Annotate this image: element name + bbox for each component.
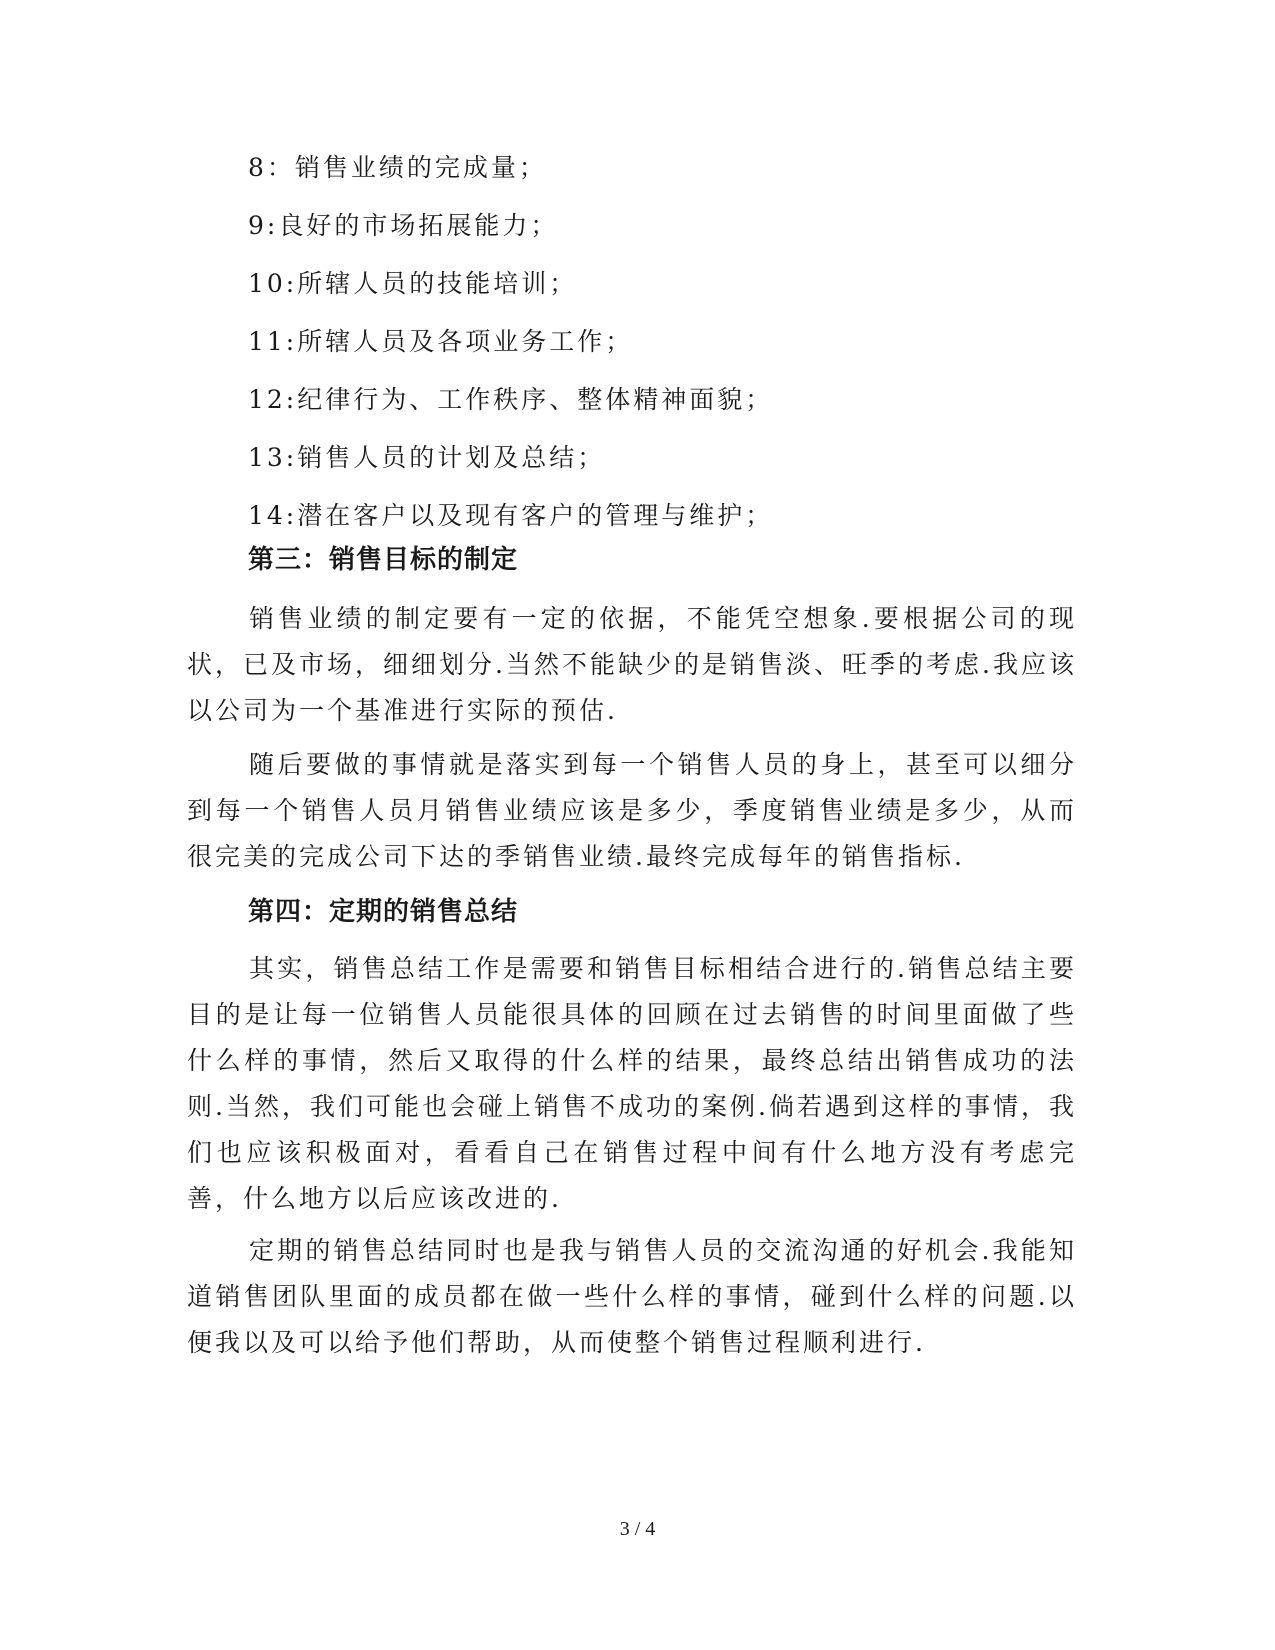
section-4-paragraph-1: 其实，销售总结工作是需要和销售目标相结合进行的.销售总结主要目的是让每一位销售人员能很具体的回顾在过去销售的时间里面做了些什么样的事情，然后又取得的什么样的结果，最终总结出销售成功的法则.当然，我们可能也会碰上销售不成功的案例.倘若遇到这样的事情，我们也应该积极面对，看看自己在销售过程中间有什么地方没有考虑完善，什么地方以后应该改进的. xyxy=(187,954,1077,1213)
section-3-paragraph-2: 随后要做的事情就是落实到每一个销售人员的身上，甚至可以细分到每一个销售人员月销售业绩应该是多少，季度销售业绩是多少，从而很完美的完成公司下达的季销售业绩.最终完成每年的销售指标. xyxy=(187,750,1077,871)
list-item: 11:所辖人员及各项业务工作； xyxy=(248,327,634,356)
duty-list xyxy=(248,148,1068,554)
list-item: 9:良好的市场拓展能力； xyxy=(248,211,559,240)
list-item: 10:所辖人员的技能培训； xyxy=(248,269,578,298)
page-number: 3 / 4 xyxy=(619,1518,656,1540)
section-heading-3: 第三：销售目标的制定 xyxy=(248,545,519,575)
section-heading-4: 第四：定期的销售总结 xyxy=(248,897,519,927)
list-item: 8：销售业绩的完成量； xyxy=(248,153,547,182)
section-3-paragraph-1: 销售业绩的制定要有一定的依据，不能凭空想象.要根据公司的现状，已及市场，细细划分.当然不能缺少的是销售淡、旺季的考虑.我应该以公司为一个基准进行实际的预估. xyxy=(187,604,1077,725)
list-item: 12:纪律行为、工作秩序、整体精神面貌； xyxy=(248,385,774,414)
section-4-paragraph-2: 定期的销售总结同时也是我与销售人员的交流沟通的好机会.我能知道销售团队里面的成员都在做一些什么样的事情，碰到什么样的问题.以便我以及可以给予他们帮助，从而使整个销售过程顺利进行. xyxy=(187,1236,1077,1357)
list-item: 14:潜在客户以及现有客户的管理与维护； xyxy=(248,501,774,530)
list-item: 13:销售人员的计划及总结； xyxy=(248,443,606,472)
